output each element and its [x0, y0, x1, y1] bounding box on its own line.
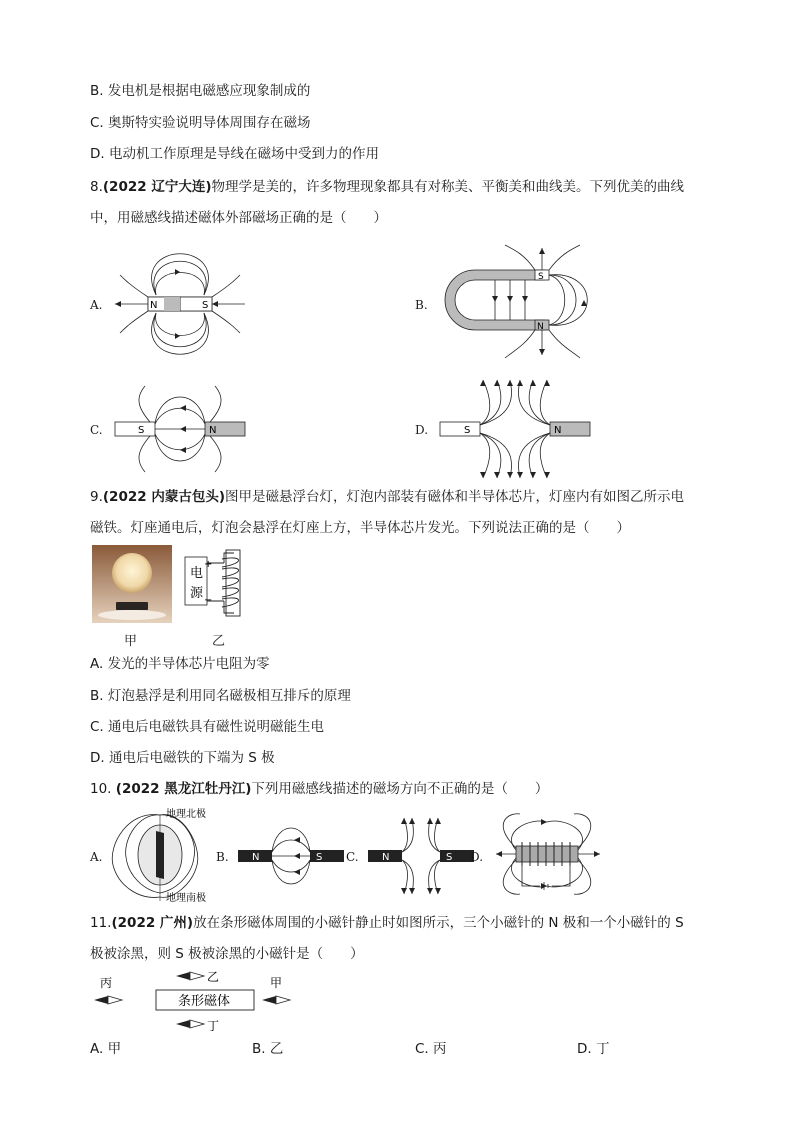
- q9-caption-jia: 甲: [124, 634, 138, 649]
- q11-source: (2022 广州): [111, 915, 194, 931]
- q8-diagram-a: [110, 245, 250, 360]
- q10c-n: N: [382, 852, 390, 863]
- q9-line2: 磁铁。灯座通电后，灯泡会悬浮在灯座上方，半导体芯片发光。下列说法正确的是（ ）: [90, 520, 630, 536]
- q8-source: (2022 辽宁大连): [102, 179, 212, 195]
- q11-magnet-label: 条形磁体: [178, 994, 231, 1009]
- q9-minus: −: [204, 595, 213, 606]
- q8b-s: S: [538, 272, 544, 282]
- q9-option-b: B. 灯泡悬浮是利用同名磁极相互排斥的原理: [90, 688, 351, 704]
- q9-power-2: 源: [190, 586, 204, 601]
- q8-line1: [90, 178, 684, 196]
- q10-diagram-b: [236, 818, 346, 896]
- option-d-prev: D. 电动机工作原理是导线在磁场中受到力的作用: [90, 146, 379, 162]
- q8c-n: N: [209, 425, 217, 436]
- q9-plus: +: [204, 559, 213, 570]
- q8-label-b: B.: [415, 298, 428, 312]
- q9-line1: [90, 488, 684, 506]
- q10c-s: S: [446, 852, 453, 863]
- q11-option-a: A. 甲: [90, 1041, 122, 1057]
- q8-number: 8.: [90, 179, 103, 195]
- q9-option-c: C. 通电后电磁铁具有磁性说明磁能生电: [90, 719, 325, 735]
- q11-line1: [90, 914, 684, 932]
- q11-option-d: D. 丁: [577, 1041, 610, 1057]
- q11-needle-bing: 丙: [100, 976, 113, 990]
- q8-diagram-b: [435, 240, 605, 365]
- q8-diagram-d: [435, 375, 595, 480]
- q10-label-c: C.: [346, 850, 359, 864]
- q8d-s: S: [464, 425, 471, 436]
- q11-number: 11.: [90, 915, 112, 931]
- q10b-s: S: [316, 852, 323, 863]
- option-b-prev: B. 发电机是根据电磁感应现象制成的: [90, 83, 311, 99]
- q11-text1: 放在条形磁体周围的小磁针静止时如图所示，三个小磁针的 N 极和一个小磁针的 S: [193, 915, 684, 931]
- q8-line2: 中，用磁感线描述磁体外部磁场正确的是（ ）: [90, 210, 387, 226]
- q10-label-b: B.: [216, 850, 229, 864]
- q9-electromagnet-diagram: [182, 545, 252, 623]
- q10-diagram-a-earth: [108, 805, 218, 905]
- q10b-n: N: [252, 852, 260, 863]
- q11-line2: 极被涂黑，则 S 极被涂黑的小磁针是（ ）: [90, 946, 364, 962]
- q10-line1: [90, 780, 548, 798]
- q11-option-c: C. 丙: [415, 1041, 447, 1057]
- q8c-s: S: [138, 425, 145, 436]
- q11-needle-ding: 丁: [207, 1019, 220, 1033]
- q10-label-d: D.: [470, 850, 484, 864]
- q8b-n: N: [537, 322, 544, 332]
- q8a-s: S: [202, 300, 209, 311]
- q8a-n: N: [150, 300, 158, 311]
- q10-source: (2022 黑龙江牡丹江): [115, 781, 252, 797]
- q10-geo-south: 地理南极: [166, 893, 206, 904]
- q10-label-a: A.: [90, 850, 103, 864]
- q10-geo-north: 地理北极: [166, 809, 206, 820]
- q11-needle-yi: 乙: [207, 970, 220, 984]
- q8d-n: N: [554, 425, 562, 436]
- q9-source: (2022 内蒙古包头): [102, 489, 226, 505]
- q10-diagram-d-solenoid: [490, 812, 610, 897]
- q9-option-a: A. 发光的半导体芯片电阻为零: [90, 656, 270, 672]
- q10-number: 10.: [90, 781, 112, 797]
- q10-text: 下列用磁感线描述的磁场方向不正确的是（ ）: [251, 781, 549, 797]
- q9-option-d: D. 通电后电磁铁的下端为 S 极: [90, 750, 275, 766]
- q9-caption-yi: 乙: [212, 634, 226, 649]
- q8-text1: 物理学是美的，许多物理现象都具有对称美、平衡美和曲线美。下列优美的曲线: [211, 179, 685, 195]
- q11-option-b: B. 乙: [252, 1041, 284, 1057]
- q11-magnet-diagram: [90, 968, 300, 1033]
- q8-label-d: D.: [415, 423, 429, 437]
- q9-text1: 图甲是磁悬浮台灯，灯泡内部装有磁体和半导体芯片，灯座内有如图乙所示电: [225, 489, 685, 505]
- q8-label-c: C.: [90, 423, 103, 437]
- q8-label-a: A.: [90, 298, 103, 312]
- q9-lamp-photo: [92, 545, 172, 623]
- q11-needle-jia: 甲: [270, 976, 283, 990]
- q10-diagram-c: [366, 815, 476, 897]
- q9-power-1: 电: [190, 566, 204, 581]
- q9-number: 9.: [90, 489, 103, 505]
- option-c-prev: C. 奥斯特实验说明导体周围存在磁场: [90, 115, 311, 131]
- q8-diagram-c: [110, 378, 250, 478]
